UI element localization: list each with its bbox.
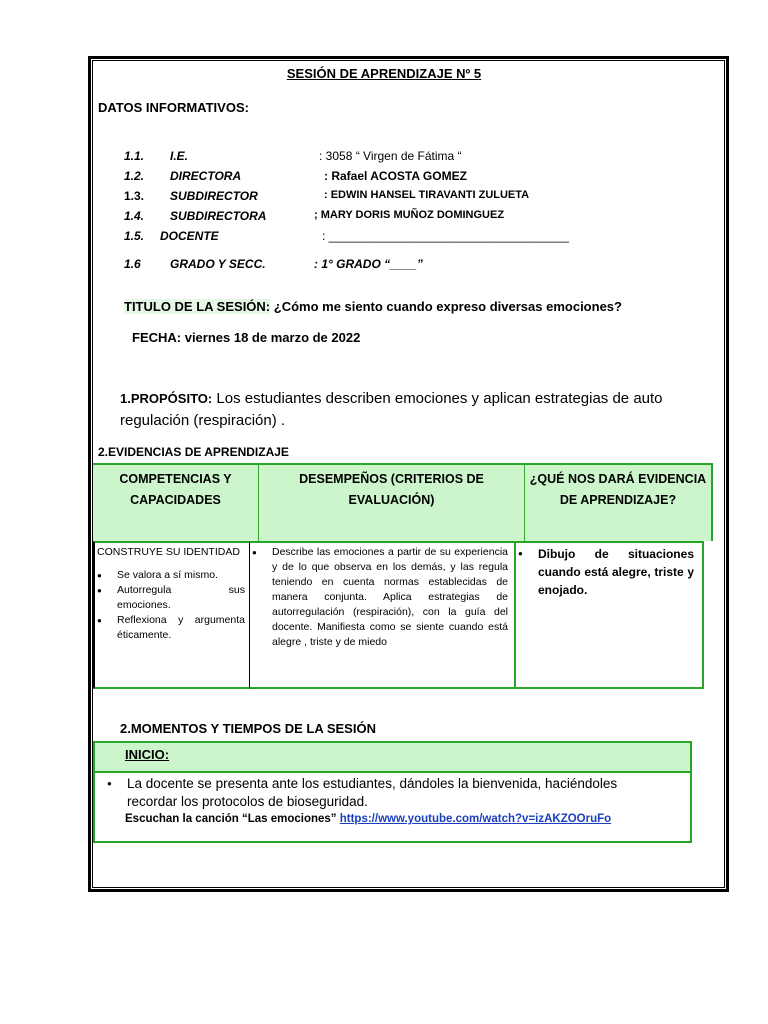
- list-item: ● Se valora a sí mismo.: [95, 568, 245, 583]
- datos-row-directora: 1.2. DIRECTORA : Rafael ACOSTA GOMEZ: [124, 169, 467, 183]
- cancion-line: Escuchan la canción “Las emociones” https://www.youtube.com/watch?v=izAKZOOruFo: [125, 813, 612, 825]
- evidencias-heading: 2.EVIDENCIAS DE APRENDIZAJE: [98, 445, 289, 459]
- list-item: ● Dibujo de situaciones cuando está alegre, triste y enojado.: [516, 545, 694, 599]
- inicio-header: [93, 741, 692, 773]
- datos-row-docente: 1.5. DOCENTE : ____________________________________: [124, 229, 569, 243]
- document-title: SESIÓN DE APRENDIZAJE Nº 5: [286, 66, 482, 81]
- evidencia-list: [516, 543, 702, 599]
- table-header-evidencia: ¿QUÉ NOS DARÁ EVIDENCIA DE APRENDIZAJE?: [525, 463, 713, 541]
- datos-row-grado: 1.6 GRADO Y SECC. : 1° GRADO “____”: [124, 257, 423, 271]
- list-item: ● Describe las emociones a partir de su experiencia y de lo que observa en los demás, y las regula teniendo en cuenta normas establecidas de manera conjunta. Aplica estrategias de autorregulación (respiración), con la guía del docente. Manifiesta como se siente cuando está alegre , triste y de miedo: [250, 545, 508, 650]
- desempenos-list: [250, 543, 514, 650]
- table-cell-evidencia: [516, 541, 704, 689]
- session-title: TITULO DE LA SESIÓN: ¿Cómo me siento cuando expreso diversas emociones?: [124, 299, 622, 314]
- momentos-heading: 2.MOMENTOS Y TIEMPOS DE LA SESIÓN: [120, 721, 376, 736]
- datos-row-subdirectora: 1.4. SUBDIRECTORA ; MARY DORIS MUÑOZ DOMINGUEZ: [124, 209, 505, 223]
- proposito: 1.PROPÓSITO: Los estudiantes describen emociones y aplican estrategias de auto regulación (respiración) .: [120, 390, 663, 429]
- competencia-title: CONSTRUYE SU IDENTIDAD: [97, 546, 240, 558]
- table-header-competencias: COMPETENCIAS Y CAPACIDADES: [93, 463, 259, 541]
- inicio-content: [93, 773, 692, 843]
- datos-row-subdirector: 1.3. SUBDIRECTOR : EDWIN HANSEL TIRAVANTI ZULUETA: [124, 189, 530, 203]
- bullet-icon: ●: [107, 779, 112, 788]
- list-item: ● Reflexiona y argumenta éticamente.: [95, 613, 245, 643]
- session-date: FECHA: viernes 18 de marzo de 2022: [132, 330, 361, 345]
- inicio-text: La docente se presenta ante los estudiantes, dándoles la bienvenida, haciéndoles recordar los protocolos de bioseguridad.: [127, 776, 618, 809]
- table-cell-desempenos: [250, 541, 516, 689]
- table-header-desempenos: DESEMPEÑOS (CRITERIOS DE EVALUACIÓN): [259, 463, 525, 541]
- table-cell-competencias: [93, 541, 250, 689]
- evidencias-table: [93, 463, 713, 689]
- datos-heading: DATOS INFORMATIVOS:: [98, 100, 249, 115]
- inicio-label: INICIO:: [125, 747, 170, 762]
- datos-row-ie: 1.1. I.E. : 3058 “ Virgen de Fátima “: [124, 149, 462, 163]
- youtube-link[interactable]: https://www.youtube.com/watch?v=izAKZOOruFo: [339, 813, 612, 825]
- list-item: ● Autorregula sus emociones.: [95, 583, 245, 613]
- capacidades-list: [95, 568, 249, 643]
